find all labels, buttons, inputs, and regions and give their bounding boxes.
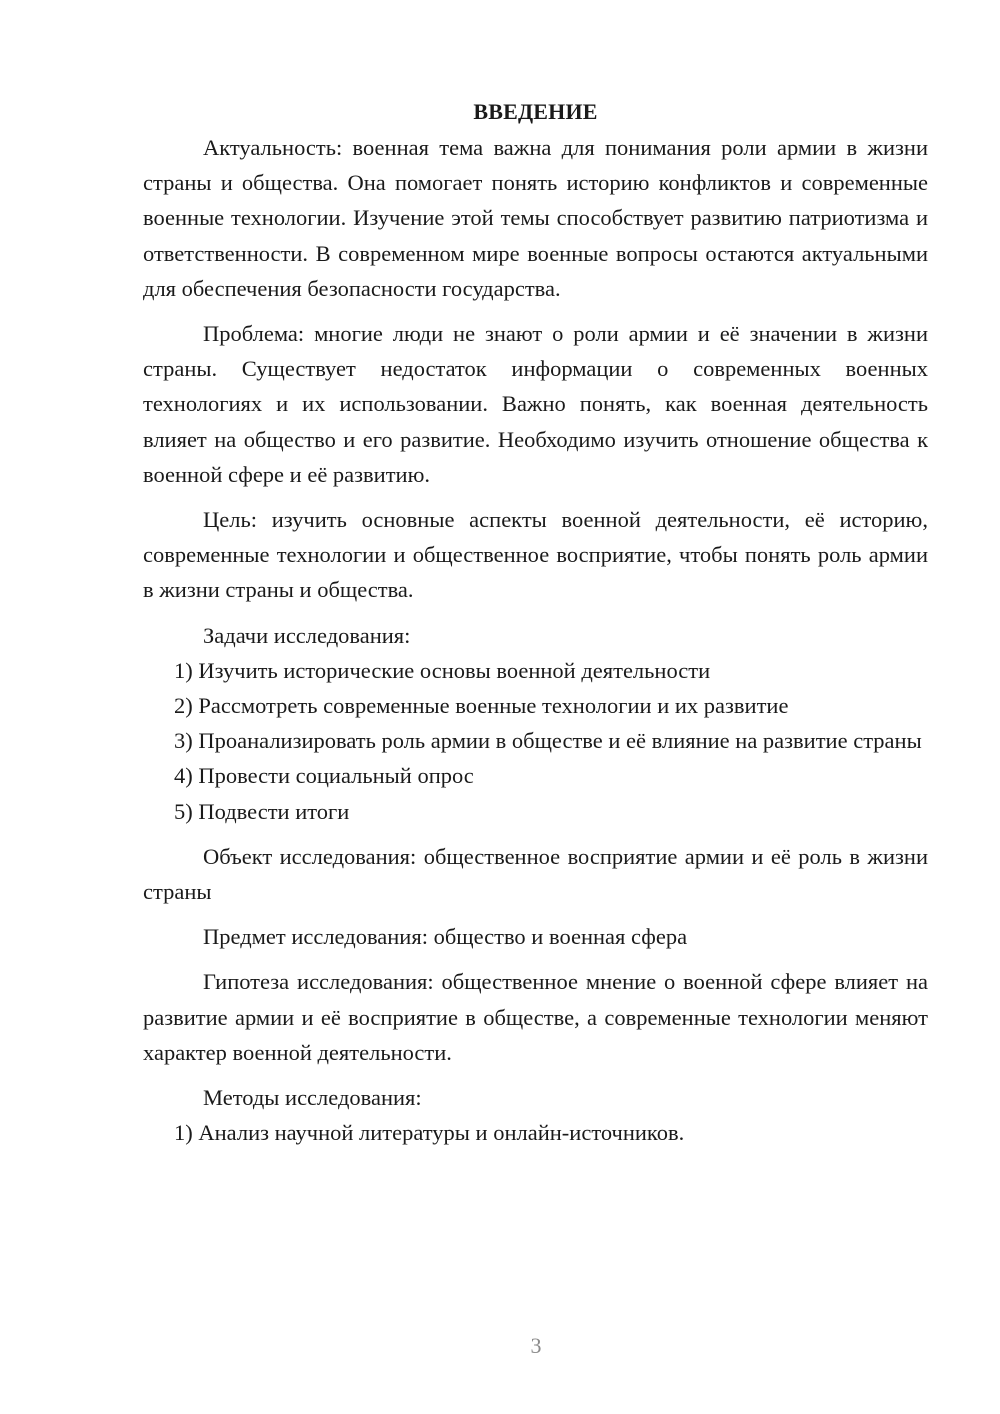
task-item: 5) Подвести итоги	[174, 798, 350, 824]
method-item: 1) Анализ научной литературы и онлайн-источников.	[174, 1120, 685, 1146]
task-item: 2) Рассмотреть современные военные технологии и их развитие	[174, 693, 789, 719]
tasks-title: Задачи исследования:	[203, 622, 411, 648]
page-number: 3	[530, 1333, 542, 1358]
goal-paragraph: Цель: изучить основные аспекты военной деятельности, её историю, современные технологии и общественное восприятие, чтобы понять роль армии в жизни страны и общества.	[143, 507, 928, 603]
task-item: 4) Провести социальный опрос	[174, 763, 474, 789]
problem-paragraph: Проблема: многие люди не знают о роли армии и её значении в жизни страны. Существует недостаток информации о современных военных технологиях и их использовании. Важно понять, как военная деятельность влияет на общество и его развитие. Необходимо изучить отношение общества к военной сфере и её развитию.	[143, 321, 928, 487]
relevance-paragraph: Актуальность: военная тема важна для понимания роли армии в жизни страны и общества. Она помогает понять историю конфликтов и современные военные технологии. Изучение этой темы способствует развитию патриотизма и ответственности. В современном мире военные вопросы остаются актуальными для обеспечения безопасности государства.	[143, 135, 928, 301]
task-item: 3) Проанализировать роль армии в обществе и её влияние на развитие страны	[174, 728, 922, 754]
methods-title: Методы исследования:	[203, 1085, 422, 1111]
object-paragraph: Объект исследования: общественное восприятие армии и её роль в жизни страны	[143, 843, 928, 905]
subject-paragraph: Предмет исследования: общество и военная сфера	[203, 924, 688, 950]
task-item: 1) Изучить исторические основы военной деятельности	[174, 657, 711, 683]
hypothesis-paragraph: Гипотеза исследования: общественное мнение о военной сфере влияет на развитие армии и её восприятие в обществе, а современные технологии меняют характер военной деятельности.	[143, 969, 928, 1065]
page-content	[143, 94, 928, 1150]
section-heading: ВВЕДЕНИЕ	[473, 99, 598, 124]
